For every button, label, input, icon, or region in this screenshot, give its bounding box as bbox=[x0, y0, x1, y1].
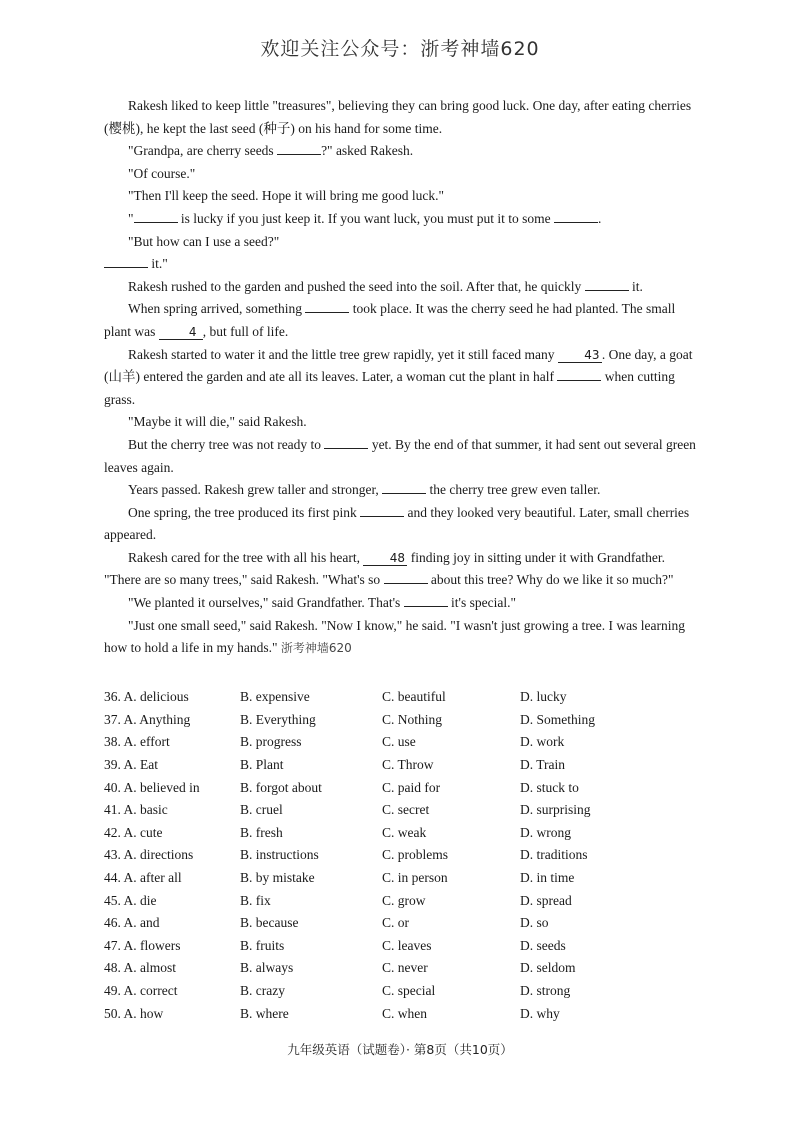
option-d: D. Train bbox=[520, 757, 566, 773]
option-d: D. so bbox=[520, 915, 549, 931]
answer-blank bbox=[134, 222, 178, 223]
option-c: C. weak bbox=[382, 824, 427, 840]
option-row bbox=[104, 822, 704, 845]
option-row bbox=[104, 867, 704, 890]
passage-paragraph: "But how can I use a seed?" bbox=[128, 233, 280, 249]
passage-paragraph: "We planted it ourselves," said Grandfather. That's it's special." bbox=[128, 595, 516, 611]
option-c: C. or bbox=[382, 915, 409, 931]
option-b: B. Everything bbox=[240, 711, 316, 727]
option-b: B. crazy bbox=[240, 983, 285, 999]
option-c: C. special bbox=[382, 983, 436, 999]
passage-paragraph: "Just one small seed," said Rakesh. "Now I know," he said. "I wasn't just growing a tree. I was learning how to hold a life in my hands." 浙考神墙620 bbox=[104, 617, 686, 656]
answer-blank bbox=[324, 448, 368, 449]
option-b: B. forgot about bbox=[240, 779, 322, 795]
option-b: B. fix bbox=[240, 892, 271, 908]
option-d: D. strong bbox=[520, 983, 571, 999]
answer-options bbox=[104, 686, 704, 1025]
option-d: D. Something bbox=[520, 711, 596, 727]
option-a: 42. A. cute bbox=[104, 824, 163, 840]
passage-paragraph: Rakesh started to water it and the little tree grew rapidly, yet it still faced many 43 . One day, a goat (山羊) entered the garden and ate all its leaves. Later, a woman cut the plant in half when cutting grass. bbox=[104, 346, 693, 407]
option-c: C. Throw bbox=[382, 757, 434, 773]
option-a: 48. A. almost bbox=[104, 960, 177, 976]
option-a: 41. A. basic bbox=[104, 802, 168, 818]
watermark-text: 浙考神墙620 bbox=[280, 641, 352, 656]
option-c: C. beautiful bbox=[382, 689, 446, 705]
option-row bbox=[104, 912, 704, 935]
answer-blank-43: 43 bbox=[558, 348, 602, 363]
option-b: B. where bbox=[240, 1005, 289, 1021]
option-c: C. grow bbox=[382, 892, 426, 908]
option-row bbox=[104, 754, 704, 777]
option-b: B. progress bbox=[240, 734, 302, 750]
option-a: 44. A. after all bbox=[104, 870, 182, 886]
option-row bbox=[104, 844, 704, 867]
option-row bbox=[104, 731, 704, 754]
passage-paragraph: "Grandpa, are cherry seeds ?" asked Rakesh. bbox=[128, 143, 414, 159]
passage-paragraph: Rakesh rushed to the garden and pushed the seed into the soil. After that, he quickly it. bbox=[128, 278, 643, 294]
option-d: D. stuck to bbox=[520, 779, 579, 795]
option-row bbox=[104, 889, 704, 912]
answer-blank bbox=[305, 312, 349, 313]
option-d: D. work bbox=[520, 734, 565, 750]
option-a: 37. A. Anything bbox=[104, 711, 191, 727]
passage-paragraph: " is lucky if you just keep it. If you want luck, you must put it to some . bbox=[128, 210, 602, 226]
answer-blank-42: 4 bbox=[159, 325, 203, 340]
answer-blank bbox=[404, 606, 448, 607]
option-a: 47. A. flowers bbox=[104, 937, 181, 953]
option-c: C. leaves bbox=[382, 937, 432, 953]
passage-paragraph: it." bbox=[104, 253, 704, 276]
option-a: 50. A. how bbox=[104, 1005, 164, 1021]
option-b: B. fresh bbox=[240, 824, 283, 840]
answer-blank bbox=[104, 267, 148, 268]
option-a: 43. A. directions bbox=[104, 847, 194, 863]
option-row bbox=[104, 957, 704, 980]
option-c: C. paid for bbox=[382, 779, 441, 795]
option-b: B. because bbox=[240, 915, 299, 931]
option-a: 40. A. believed in bbox=[104, 779, 200, 795]
option-c: C. when bbox=[382, 1005, 427, 1021]
option-a: 49. A. correct bbox=[104, 983, 178, 999]
answer-blank bbox=[360, 516, 404, 517]
answer-blank bbox=[585, 290, 629, 291]
passage-paragraph: "Of course." bbox=[128, 165, 196, 181]
option-a: 46. A. and bbox=[104, 915, 160, 931]
reading-passage bbox=[104, 95, 704, 660]
option-a: 39. A. Eat bbox=[104, 757, 158, 773]
option-row bbox=[104, 799, 704, 822]
option-row bbox=[104, 776, 704, 799]
answer-blank bbox=[277, 154, 321, 155]
option-a: 36. A. delicious bbox=[104, 689, 189, 705]
passage-paragraph: But the cherry tree was not ready to yet. By the end of that summer, it had sent out several green leaves again. bbox=[104, 436, 696, 475]
option-c: C. never bbox=[382, 960, 428, 976]
page-header: 欢迎关注公众号：浙考神墙620 bbox=[260, 38, 540, 60]
option-b: B. instructions bbox=[240, 847, 319, 863]
option-d: D. traditions bbox=[520, 847, 588, 863]
option-row bbox=[104, 709, 704, 732]
passage-paragraph: "Then I'll keep the seed. Hope it will bring me good luck." bbox=[128, 188, 445, 204]
option-c: C. in person bbox=[382, 870, 448, 886]
option-d: D. why bbox=[520, 1005, 560, 1021]
option-d: D. seldom bbox=[520, 960, 576, 976]
option-c: C. secret bbox=[382, 802, 430, 818]
option-row bbox=[104, 935, 704, 958]
passage-paragraph: "Maybe it will die," said Rakesh. bbox=[128, 414, 307, 430]
option-row bbox=[104, 1002, 704, 1025]
option-b: B. Plant bbox=[240, 757, 284, 773]
option-a: 38. A. effort bbox=[104, 734, 170, 750]
option-row bbox=[104, 980, 704, 1003]
option-d: D. in time bbox=[520, 870, 575, 886]
passage-paragraph: Rakesh liked to keep little "treasures", believing they can bring good luck. One day, after eating cherries (樱桃), he kept the last seed (种子) on his hand for some time. bbox=[104, 98, 692, 136]
passage-paragraph: Years passed. Rakesh grew taller and stronger, the cherry tree grew even taller. bbox=[128, 482, 601, 498]
page-footer: 九年级英语（试题卷）· 第8页（共10页） bbox=[287, 1042, 513, 1057]
option-b: B. by mistake bbox=[240, 870, 315, 886]
option-d: D. surprising bbox=[520, 802, 591, 818]
option-c: C. use bbox=[382, 734, 416, 750]
answer-blank bbox=[384, 583, 428, 584]
option-b: B. cruel bbox=[240, 802, 283, 818]
option-d: D. spread bbox=[520, 892, 572, 908]
option-d: D. seeds bbox=[520, 937, 566, 953]
passage-paragraph: When spring arrived, something took place. It was the cherry seed he had planted. The small plant was 4 , but full of life. bbox=[104, 301, 676, 339]
option-d: D. lucky bbox=[520, 689, 567, 705]
answer-blank bbox=[554, 222, 598, 223]
passage-paragraph: Rakesh cared for the tree with all his heart, 48 finding joy in sitting under it with Grandfather. "There are so many trees," said Rakesh. "What's so about this tree? Why do we like it so much?" bbox=[104, 549, 674, 588]
answer-blank bbox=[382, 493, 426, 494]
option-d: D. wrong bbox=[520, 824, 571, 840]
passage-paragraph: One spring, the tree produced its first pink and they looked very beautiful. Later, small cherries appeared. bbox=[104, 504, 690, 543]
option-c: C. Nothing bbox=[382, 711, 443, 727]
answer-blank bbox=[557, 380, 601, 381]
option-b: B. always bbox=[240, 960, 294, 976]
option-row bbox=[104, 686, 704, 709]
answer-blank-48: 48 bbox=[363, 551, 407, 566]
option-b: B. fruits bbox=[240, 937, 285, 953]
option-b: B. expensive bbox=[240, 689, 310, 705]
option-c: C. problems bbox=[382, 847, 448, 863]
option-a: 45. A. die bbox=[104, 892, 157, 908]
